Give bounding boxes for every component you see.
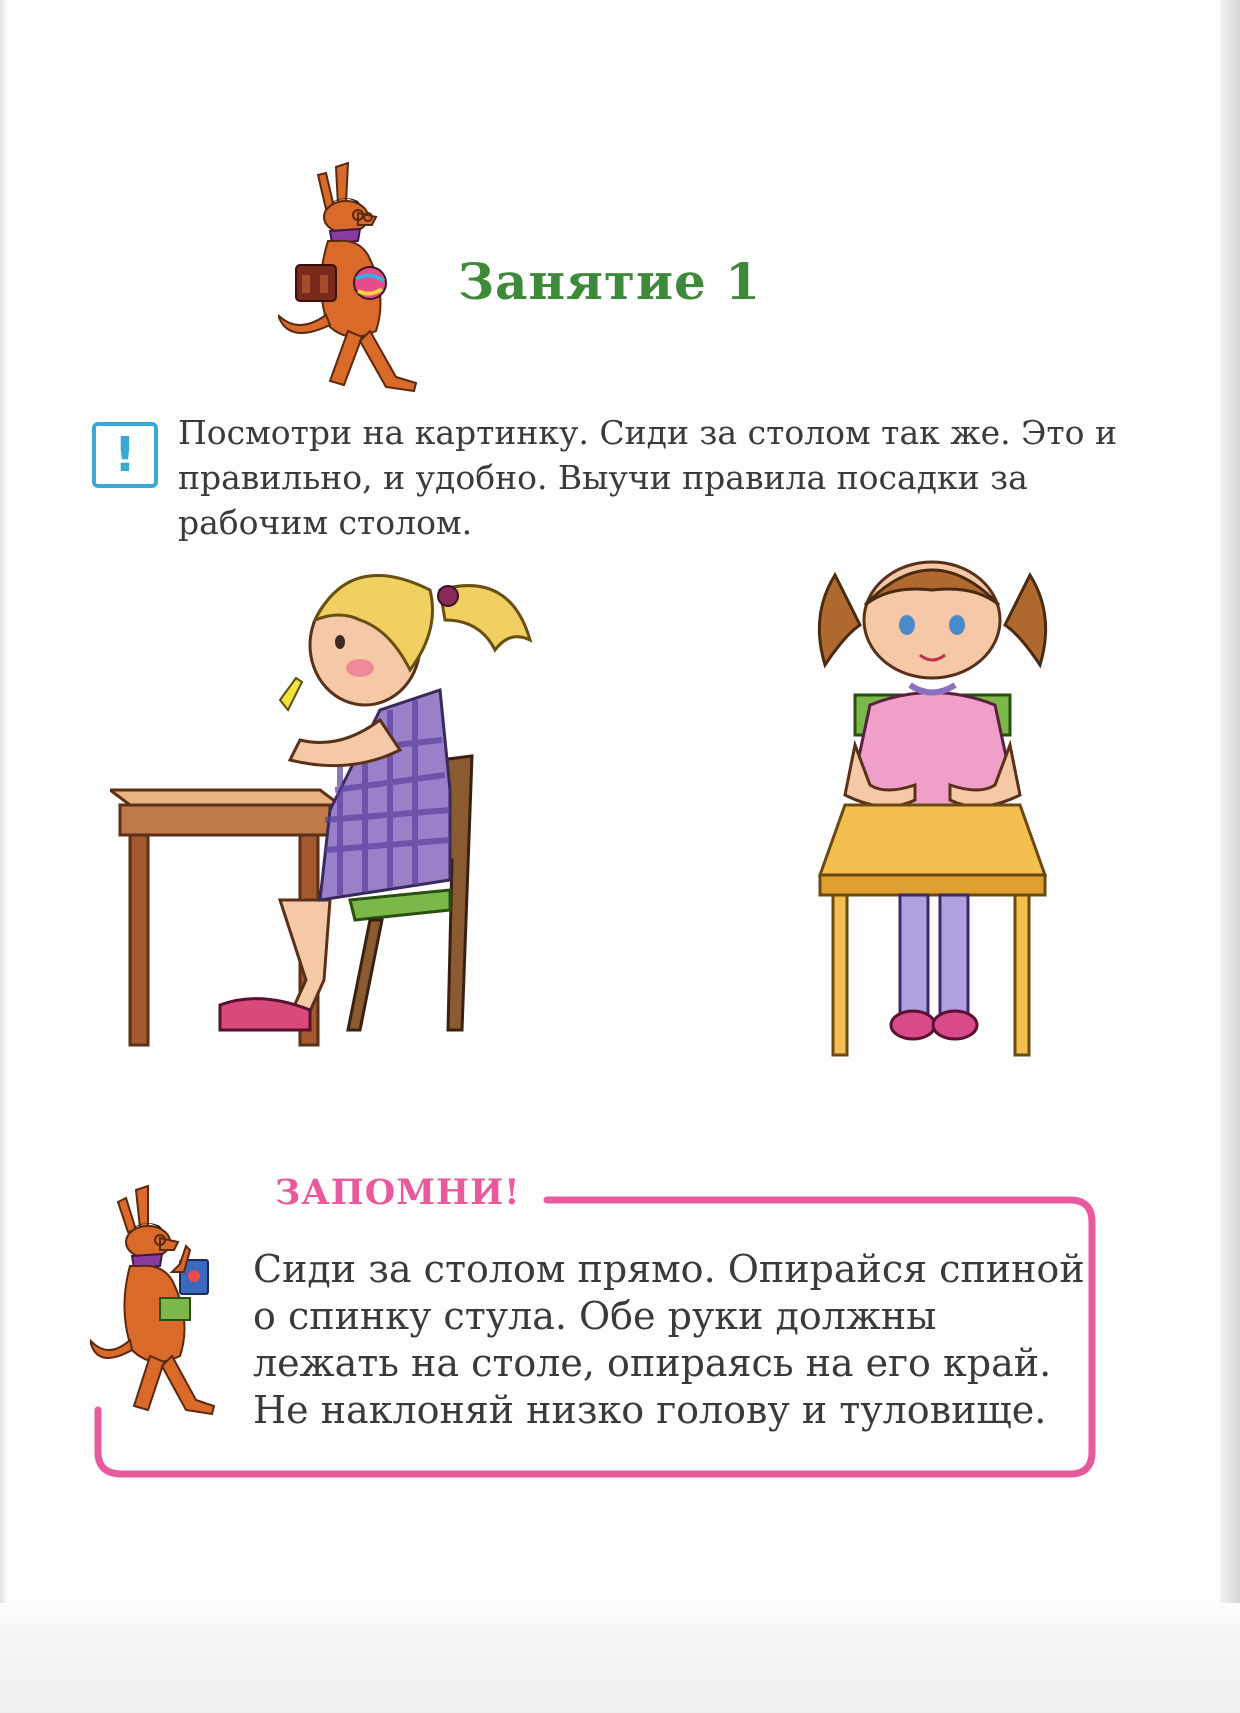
intro-text: Посмотри на картинку. Сиди за столом так же. Это и правильно, и удобно. Выучи правила посадки за рабочим столом. — [178, 413, 1117, 542]
remember-text: Сиди за столом прямо. Опирайся спиной о спинку стула. Обе руки должны лежать на столе, опираясь на его край. Не наклоняй низко голову и туловище. — [253, 1247, 1085, 1432]
page-edge-right — [1220, 0, 1240, 1713]
kangaroo-reading-icon — [90, 1180, 230, 1425]
page-edge-left — [0, 0, 8, 1713]
girl-side-view-illustration — [110, 560, 600, 1070]
page-bottom-margin — [0, 1603, 1240, 1713]
exclamation-icon — [92, 422, 158, 488]
exclamation-glyph: ! — [114, 427, 136, 483]
remember-label: ЗАПОМНИ! — [275, 1172, 529, 1213]
lesson-title: Занятие 1 — [458, 252, 762, 311]
kangaroo-mascot-icon — [278, 155, 428, 400]
girl-front-view-illustration — [815, 555, 1050, 1065]
